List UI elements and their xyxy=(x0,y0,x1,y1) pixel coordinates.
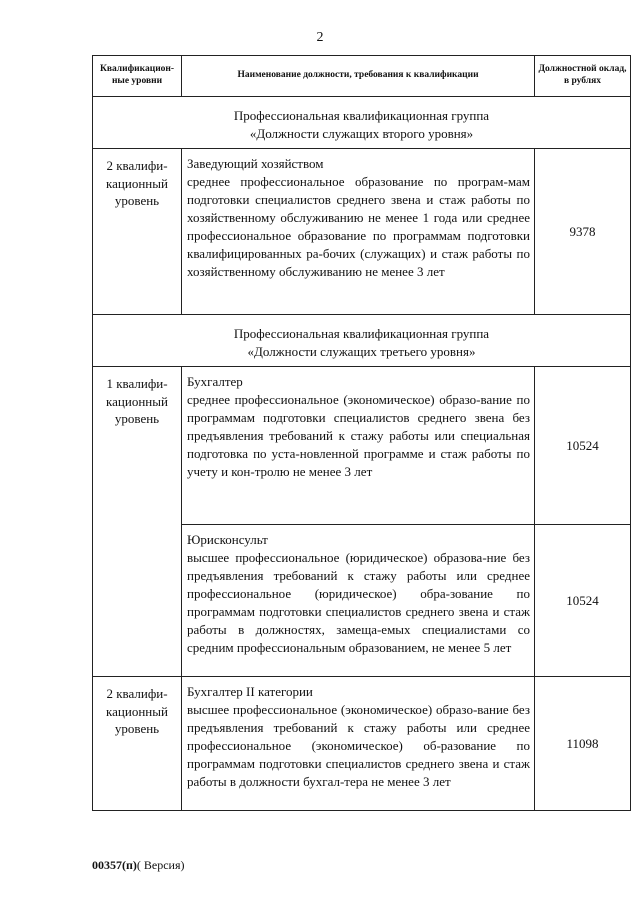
position-description xyxy=(182,677,535,811)
page-number: 2 xyxy=(316,30,324,45)
group-title xyxy=(93,97,631,149)
position-title: Заведующий хозяйством xyxy=(187,156,324,172)
group-title-line1: Профессиональная квалификационная группа xyxy=(233,108,490,123)
qualification-table xyxy=(92,55,631,811)
salary-value: 10524 xyxy=(535,367,631,525)
position-requirements: среднее профессиональное (экономическое) образо-вание по программам подготовки специалистов среднего звена без предъявления требований к стажу работы или специальная подготовка по уста-новленной программе и стаж работы по учету и кон-тролю не менее 3 лет xyxy=(187,392,530,479)
salary-value: 10524 xyxy=(535,525,631,677)
position-requirements: среднее профессиональное образование по програм-мам подготовки специалистов среднего звена и стаж работы по хозяйственному обслуживанию не менее 1 года или среднее профессиональное образование по программам подготовки квалифицированных ра-бочих (служащих) и стаж работы по хозяйственному обслуживанию не менее 3 лет xyxy=(187,174,530,279)
group-title-line2: «Должности служащих второго уровня» xyxy=(249,125,474,141)
position-requirements: высшее профессиональное (экономическое) образо-вание без предъявления требований к стажу работы или среднее профессиональное (экономическое) об-разование по программам подготовки специалистов среднего звена и стаж работы в должности бухгал-тера не менее 3 лет xyxy=(187,702,530,789)
position-description xyxy=(182,525,535,677)
table-row xyxy=(93,367,631,525)
table-row xyxy=(93,677,631,811)
header-position-name: Наименование должности, требования к квалификации xyxy=(182,56,535,97)
document-version: ( Версия) xyxy=(136,858,185,872)
position-description xyxy=(182,149,535,315)
table-header-row xyxy=(93,56,631,97)
header-levels: Квалификацион-ные уровни xyxy=(93,56,182,97)
qualification-level: 2 квалифи-кационный уровень xyxy=(93,677,182,811)
qualification-level: 1 квалифи-кационный уровень xyxy=(93,367,182,677)
qualification-level: 2 квалифи-кационный уровень xyxy=(93,149,182,315)
group-row-second-level xyxy=(93,97,631,149)
position-title: Юрисконсульт xyxy=(187,532,268,548)
salary-value: 11098 xyxy=(535,677,631,811)
position-title: Бухгалтер II категории xyxy=(187,684,313,700)
document-code: 00357(п) xyxy=(92,858,137,872)
position-title: Бухгалтер xyxy=(187,374,243,390)
group-title xyxy=(93,315,631,367)
group-title-line2: «Должности служащих третьего уровня» xyxy=(247,343,476,359)
header-salary: Должностной оклад, в рублях xyxy=(535,56,631,97)
table-row xyxy=(93,149,631,315)
position-description xyxy=(182,367,535,525)
group-title-line1: Профессиональная квалификационная группа xyxy=(233,326,490,342)
position-requirements: высшее профессиональное (юридическое) образова-ние без предъявления требований к стажу работы или среднее профессиональное (юридическое) обра-зование по программам подготовки специалистов среднего звена и стаж работы в должностях, замеща-емых специалистами со средним профессиональным образованием, не менее 5 лет xyxy=(187,550,530,655)
document-footer xyxy=(92,858,185,873)
group-row-third-level xyxy=(93,315,631,367)
salary-value: 9378 xyxy=(535,149,631,315)
